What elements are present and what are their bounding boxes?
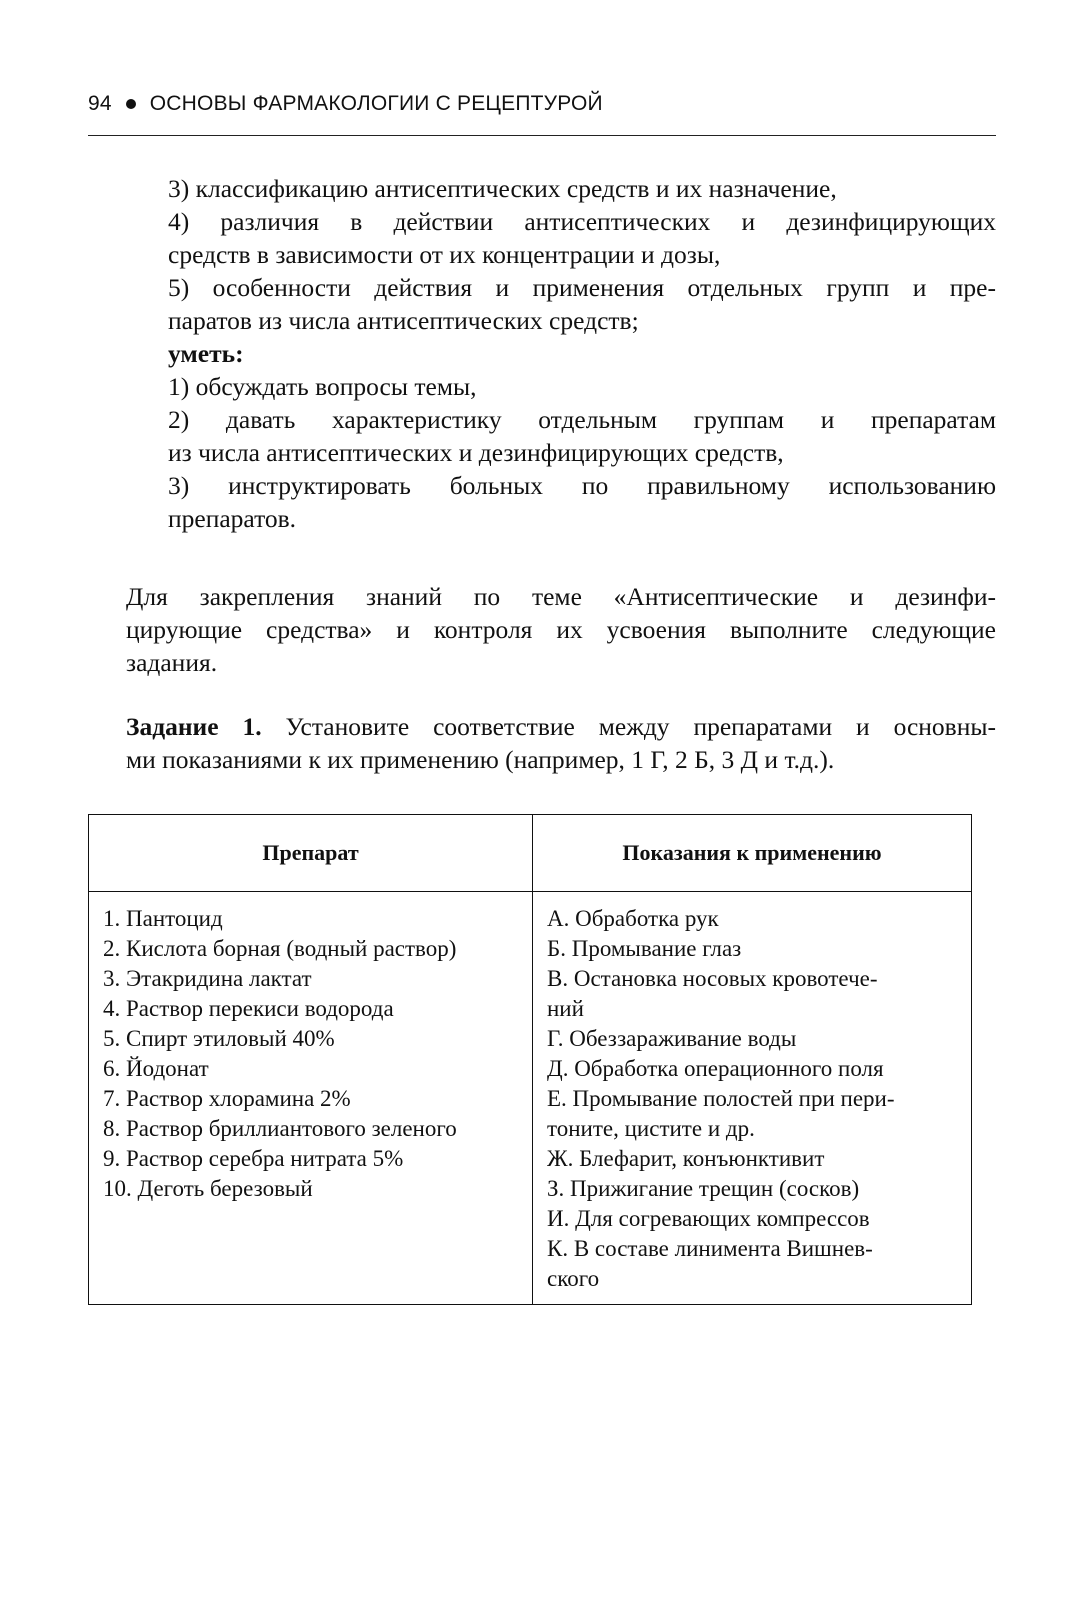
outline-line: 4) различия в действии антисептических и дезинфицирующих [168, 207, 996, 236]
column-header-indication: Показания к применению [533, 815, 972, 892]
task-1 [126, 710, 996, 776]
drug-item: 9. Раствор серебра нитрата 5% [103, 1146, 404, 1171]
table-row [89, 892, 972, 1305]
drug-item: 4. Раствор перекиси водорода [103, 996, 394, 1021]
bullet-icon [126, 99, 136, 109]
outline-line: средств в зависимости от их концентрации и дозы, [168, 240, 721, 269]
indication-item: Д. Обработка операционного поля [547, 1056, 884, 1081]
indication-item: З. Прижигание трещин (сосков) [547, 1176, 860, 1201]
outline-line: 1) обсуждать вопросы темы, [168, 372, 477, 401]
indication-item: Г. Обеззараживание воды [547, 1026, 797, 1051]
drug-item: 2. Кислота борная (водный раствор) [103, 936, 457, 961]
outline-line: 3) классификацию антисептических средств и их назначение, [168, 174, 837, 203]
drug-item: 7. Раствор хлорамина 2% [103, 1086, 351, 1111]
drug-item: 6. Йодонат [103, 1056, 209, 1081]
drug-item: 5. Спирт этиловый 40% [103, 1026, 335, 1051]
indication-item: Ж. Блефарит, конъюнктивит [547, 1146, 825, 1171]
indication-list-cell [533, 892, 972, 1305]
skills-heading: уметь: [168, 339, 244, 368]
matching-table [88, 814, 972, 1305]
learning-outcomes-list [168, 172, 996, 535]
outline-line: 3) инструктировать больных по правильному использованию [168, 471, 996, 500]
indication-item: А. Обработка рук [547, 906, 719, 931]
indication-item: ний [547, 996, 584, 1021]
drug-item: 10. Деготь березовый [103, 1176, 313, 1201]
header-rule [88, 135, 996, 136]
drug-list-cell [89, 892, 533, 1305]
running-head [88, 92, 996, 116]
book-title: ОСНОВЫ ФАРМАКОЛОГИИ С РЕЦЕПТУРОЙ [149, 92, 603, 115]
drug-item: 1. Пантоцид [103, 906, 223, 931]
indication-item: Е. Промывание полостей при пери- [547, 1086, 895, 1111]
indication-item: И. Для согревающих компрессов [547, 1206, 870, 1231]
paragraph-line: задания. [126, 648, 218, 677]
page-number: 94 [88, 92, 112, 115]
task-label: Задание 1. [126, 712, 262, 741]
drug-item: 3. Этакридина лактат [103, 966, 312, 991]
table-header-row [89, 815, 972, 892]
column-header-drug: Препарат [89, 815, 533, 892]
outline-line: из числа антисептических и дезинфицирующих средств, [168, 438, 784, 467]
task-text: Установите соответствие между препаратами и основны- [261, 712, 996, 741]
instruction-paragraph [126, 580, 996, 679]
indication-item: К. В составе линимента Вишнев- [547, 1236, 873, 1261]
indication-item: В. Остановка носовых кровотече- [547, 966, 878, 991]
paragraph-line: цирующие средства» и контроля их усвоения выполните следующие [126, 615, 996, 644]
task-line [126, 710, 996, 743]
task-line: ми показаниями к их применению (например, 1 Г, 2 Б, 3 Д и т.д.). [126, 745, 835, 774]
outline-line: 5) особенности действия и применения отдельных групп и пре- [168, 273, 996, 302]
indication-item: тоните, цистите и др. [547, 1116, 755, 1141]
indication-item: Б. Промывание глаз [547, 936, 742, 961]
outline-line: паратов из числа антисептических средств; [168, 306, 639, 335]
outline-line: препаратов. [168, 504, 297, 533]
paragraph-line: Для закрепления знаний по теме «Антисептические и дезинфи- [126, 582, 996, 611]
drug-item: 8. Раствор бриллиантового зеленого [103, 1116, 457, 1141]
outline-line: 2) давать характеристику отдельным группам и препаратам [168, 405, 996, 434]
indication-item: ского [547, 1266, 600, 1291]
